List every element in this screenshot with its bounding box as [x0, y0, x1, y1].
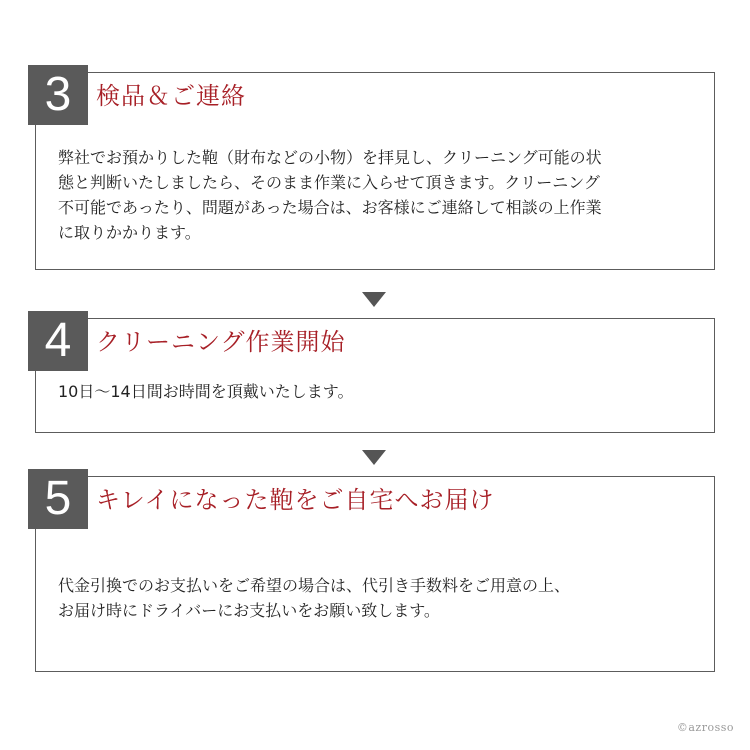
step-3-body-line: に取りかかります。	[58, 223, 201, 242]
step-3-box	[35, 68, 715, 270]
down-arrow-icon	[362, 292, 386, 307]
step-4-title: クリーニング作業開始	[96, 328, 346, 356]
step-3-title: 検品＆ご連絡	[96, 82, 246, 110]
step-5-body-line: 代金引換でのお支払いをご希望の場合は、代引き手数料をご用意の上、	[58, 576, 571, 595]
step-number-4: 4	[28, 311, 88, 371]
step-5-body	[58, 573, 696, 623]
step-5-body-line: お届け時にドライバーにお支払いをお願い致します。	[58, 601, 440, 620]
copyright-credit: ©azrosso	[676, 721, 734, 734]
step-4-body-line: 10日〜14日間お時間を頂戴いたします。	[58, 382, 354, 401]
step-3-body	[58, 145, 696, 245]
step-5-title: キレイになった鞄をご自宅へお届け	[96, 486, 495, 514]
step-3-body-line: 不可能であったり、問題があった場合は、お客様にご連絡して相談の上作業	[58, 198, 602, 217]
step-number-3: 3	[28, 65, 88, 125]
step-3-body-line: 弊社でお預かりした鞄（財布などの小物）を拝見し、クリーニング可能の状	[58, 148, 602, 167]
step-4-body	[58, 379, 696, 404]
step-5-box	[35, 472, 715, 672]
step-number-5: 5	[28, 469, 88, 529]
step-4-box	[35, 314, 715, 433]
down-arrow-icon	[362, 450, 386, 465]
step-3-body-line: 態と判断いたしましたら、そのまま作業に入らせて頂きます。クリーニング	[58, 173, 600, 192]
